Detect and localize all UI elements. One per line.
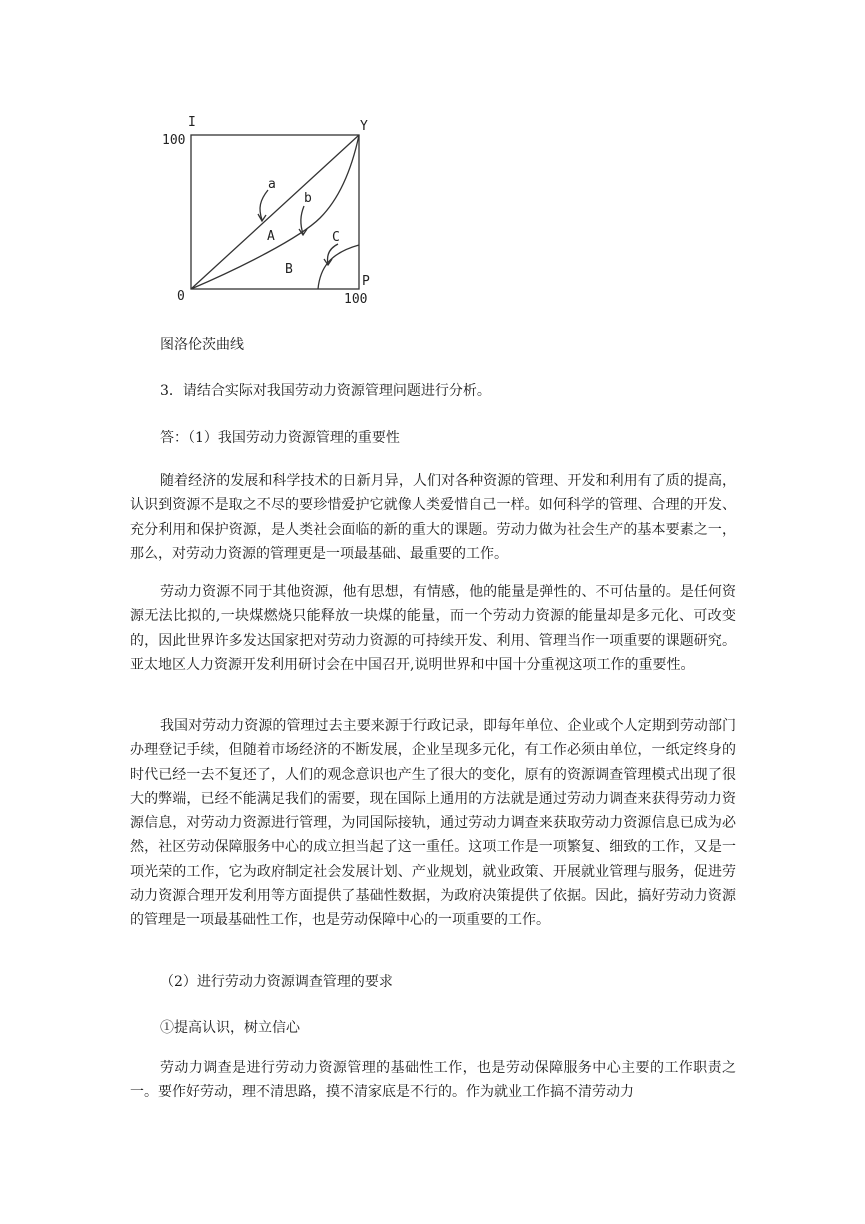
origin-label: 0: [177, 289, 185, 304]
x-max-label: 100: [344, 292, 368, 307]
answer-heading: 答：（1）我国劳动力资源管理的重要性: [160, 430, 400, 446]
lorenz-curve-diagram: [160, 108, 390, 308]
question-3: 3．请结合实际对我国劳动力资源管理问题进行分析。: [160, 383, 491, 399]
paragraph-4: 劳动力调查是进行劳动力资源管理的基础性工作，也是劳动保障服务中心主要的工作职责之一。要作好劳动，理不清思路，摸不清家底是不行的。作为就业工作搞不清劳动力: [130, 1060, 736, 1101]
arrow-a-head: [258, 214, 266, 221]
curve-c: [318, 245, 359, 289]
curve-a-label: a: [268, 177, 276, 192]
sub-heading-2: （2）进行劳动力资源调查管理的要求: [160, 974, 393, 990]
x-right-label: P: [362, 274, 370, 289]
area-a-label: A: [267, 229, 275, 244]
paragraph-2: 劳动力资源不同于其他资源，他有思想，有情感，他的能量是弹性的、不可估量的。是任何资源无法比拟的,一块煤燃烧只能释放一块煤的能量，而一个劳动力资源的能量却是多元化、可改变的，因此世界许多发达国家把对劳动力资源的可持续开发、利用、管理当作一项重要的课题研究。亚太地区人力资源开发利用研讨会在中国召开,说明世界和中国十分重视这项工作的重要性。: [130, 584, 736, 673]
paragraph-3: 我国对劳动力资源的管理过去主要来源于行政记录，即每年单位、企业或个人定期到劳动部门办理登记手续，但随着市场经济的不断发展，企业呈现多元化，有工作必须由单位，一纸定终身的时代已经一去不复还了，人们的观念意识也产生了很大的变化，原有的资源调查管理模式出现了很大的弊端，已经不能满足我们的需要，现在国际上通用的方法就是通过劳动力调查来获得劳动力资源信息，对劳动力资源进行管理，为同国际接轨，通过劳动力调查来获取劳动力资源信息已成为必然，社区劳动保障服务中心的成立担当起了这一重任。这项工作是一项繁复、细致的工作，又是一项光荣的工作，它为政府制定社会发展计划、产业规划，就业政策、开展就业管理与服务，促进劳动力资源合理开发利用等方面提供了基础性数据，为政府决策提供了依据。因此，搞好劳动力资源的管理是一项最基础性工作，也是劳动保障中心的一项重要的工作。: [130, 718, 736, 929]
equality-line: [191, 135, 359, 289]
figure-caption: 图洛伦茨曲线: [160, 337, 244, 353]
lorenz-curve-figure: [160, 108, 390, 308]
point-1-heading: ①提高认识，树立信心: [160, 1020, 300, 1036]
y-axis-label: I: [188, 115, 196, 130]
arrow-a: [260, 190, 268, 220]
area-b-label: B: [285, 262, 293, 277]
curve-b-label: b: [304, 191, 312, 206]
y-max-label: 100: [162, 133, 186, 148]
curve-c-label: C: [332, 230, 340, 245]
arrow-b: [301, 206, 304, 234]
top-right-label: Y: [360, 119, 368, 134]
paragraph-1: 随着经济的发展和科学技术的日新月异，人们对各种资源的管理、开发和利用有了质的提高，认识到资源不是取之不尽的要珍惜爱护它就像人类爱惜自己一样。如何科学的管理、合理的开发、充分利用和保护资源，是人类社会面临的新的重大的课题。劳动力做为社会生产的基本要素之一，那么，对劳动力资源的管理更是一项最基础、最重要的工作。: [130, 473, 736, 562]
